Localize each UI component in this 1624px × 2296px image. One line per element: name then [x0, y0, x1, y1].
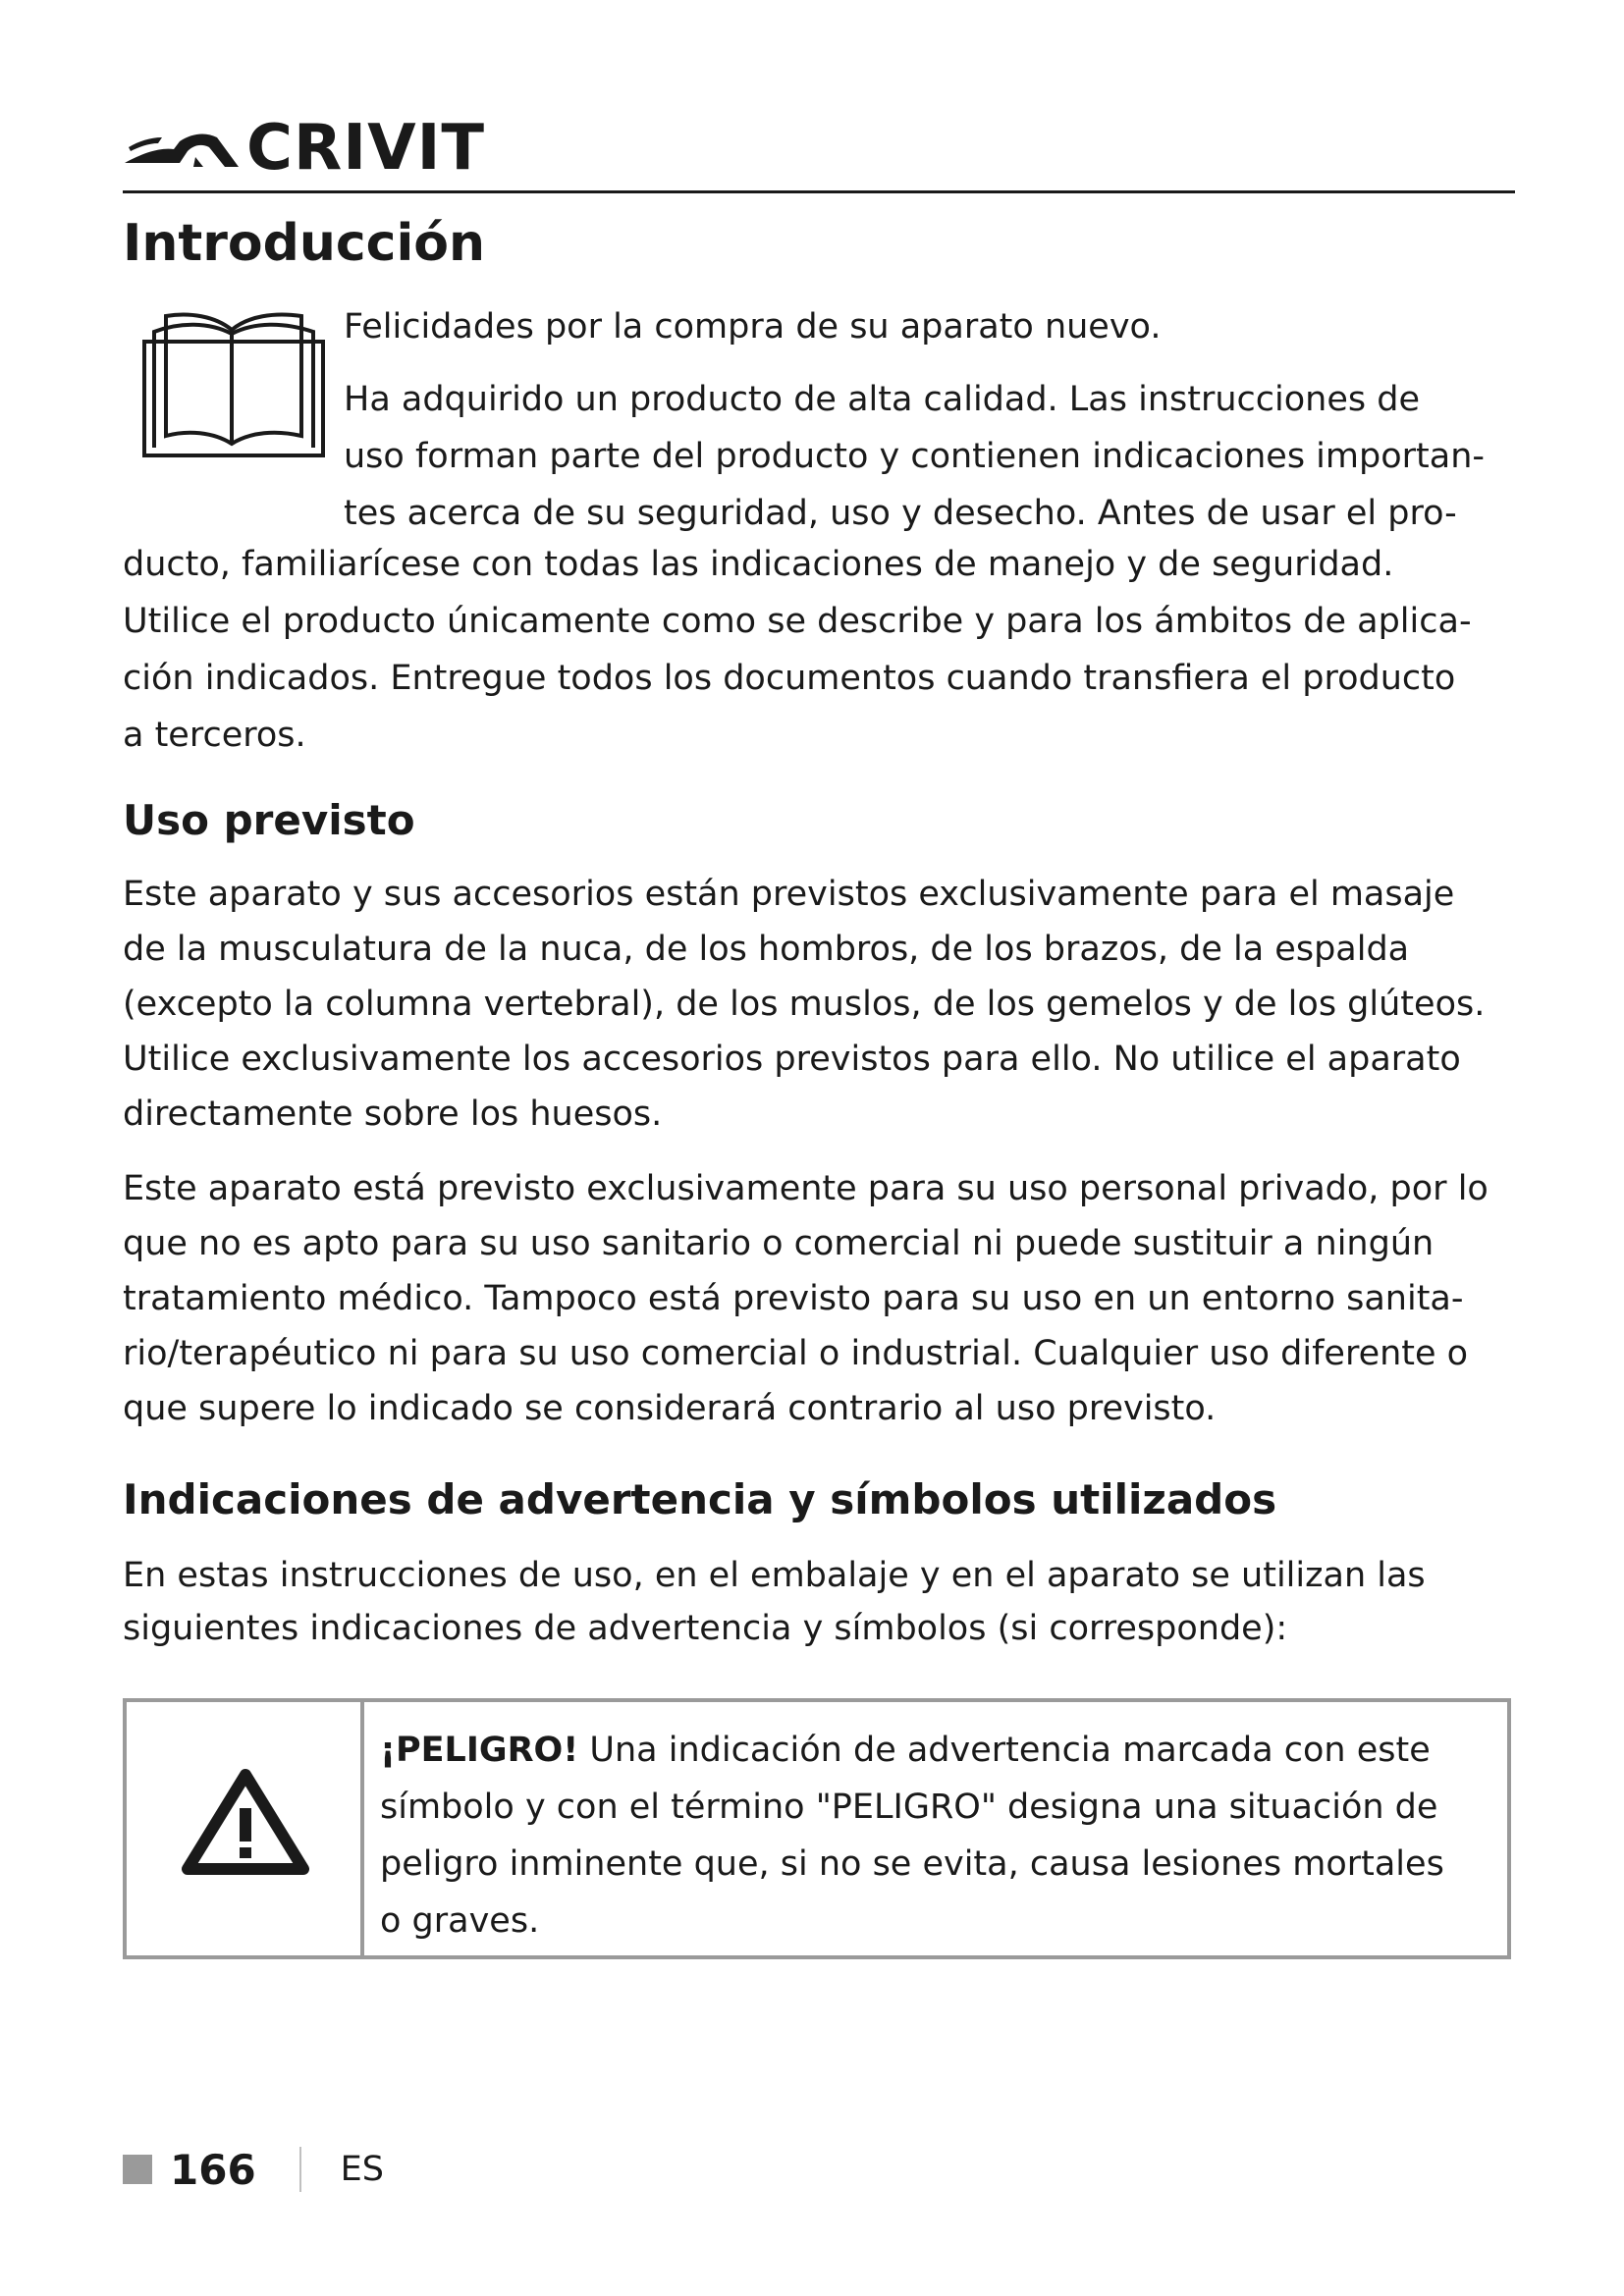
intro-line: a terceros. — [123, 716, 306, 755]
intended-use-title: Uso previsto — [123, 796, 415, 844]
intro-line: Utilice el producto únicamente como se describe y para los ámbitos de aplica- — [123, 602, 1472, 641]
danger-description — [380, 1722, 1444, 1949]
book-icon — [140, 312, 327, 459]
page-footer — [123, 2140, 384, 2199]
warning-box-divider — [360, 1702, 364, 1955]
warnings-line: En estas instrucciones de uso, en el embalaje y en el aparato se utilizan las — [123, 1556, 1426, 1595]
logo-text: CRIVIT — [246, 112, 486, 185]
footer-marker — [123, 2155, 152, 2184]
intended-use-line: directamente sobre los huesos. — [123, 1095, 663, 1134]
intro-line: tes acerca de su seguridad, uso y desecho. Antes de usar el pro- — [344, 494, 1457, 533]
intro-line: ción indicados. Entregue todos los documentos cuando transfiera el producto — [123, 659, 1456, 698]
intended-use-line: que no es apto para su uso sanitario o comercial ni puede sustituir a ningún — [123, 1224, 1435, 1263]
page-number: 166 — [170, 2145, 256, 2194]
intended-use-line: rio/terapéutico ni para su uso comercial o industrial. Cualquier uso diferente o — [123, 1334, 1469, 1373]
intro-line: Felicidades por la compra de su aparato nuevo. — [344, 307, 1162, 347]
intro-title: Introducción — [123, 214, 486, 273]
manual-page — [123, 0, 1515, 2296]
danger-line: peligro inminente que, si no se evita, causa lesiones mortales — [380, 1844, 1444, 1884]
intended-use-line: Utilice exclusivamente los accesorios previstos para ello. No utilice el aparato — [123, 1040, 1461, 1079]
warnings-line: siguientes indicaciones de advertencia y símbolos (si corresponde): — [123, 1609, 1288, 1648]
intended-use-line: Este aparato está previsto exclusivamente para su uso personal privado, por lo — [123, 1169, 1489, 1208]
intended-use-line: tratamiento médico. Tampoco está previsto para su uso en un entorno sanita- — [123, 1279, 1464, 1318]
danger-label: ¡PELIGRO! — [380, 1731, 579, 1770]
intended-use-line: de la musculatura de la nuca, de los hombros, de los brazos, de la espalda — [123, 930, 1410, 969]
intended-use-line: (excepto la columna vertebral), de los muslos, de los gemelos y de los glúteos. — [123, 985, 1486, 1024]
intended-use-line: que supere lo indicado se considerará contrario al uso previsto. — [123, 1389, 1217, 1428]
intended-use-line: Este aparato y sus accesorios están previstos exclusivamente para el masaje — [123, 875, 1455, 914]
intro-line: Ha adquirido un producto de alta calidad. Las instrucciones de — [344, 380, 1421, 419]
danger-line: o graves. — [380, 1901, 540, 1941]
danger-line: símbolo y con el término "PELIGRO" designa una situación de — [380, 1788, 1438, 1827]
crivit-logo — [123, 112, 486, 185]
danger-line: Una indicación de advertencia marcada con este — [578, 1731, 1431, 1770]
danger-first-line — [380, 1722, 1444, 1779]
intro-line: uso forman parte del producto y contienen indicaciones importan- — [344, 437, 1486, 476]
intro-line: ducto, familiarícese con todas las indicaciones de manejo y de seguridad. — [123, 545, 1394, 584]
crivit-swoosh-icon — [123, 124, 241, 173]
danger-warning-box — [123, 1698, 1511, 1959]
footer-separator — [299, 2147, 301, 2192]
warning-triangle-icon — [182, 1767, 309, 1875]
language-code: ES — [340, 2150, 385, 2189]
warnings-title: Indicaciones de advertencia y símbolos utilizados — [123, 1475, 1277, 1523]
page-header — [123, 108, 1515, 193]
